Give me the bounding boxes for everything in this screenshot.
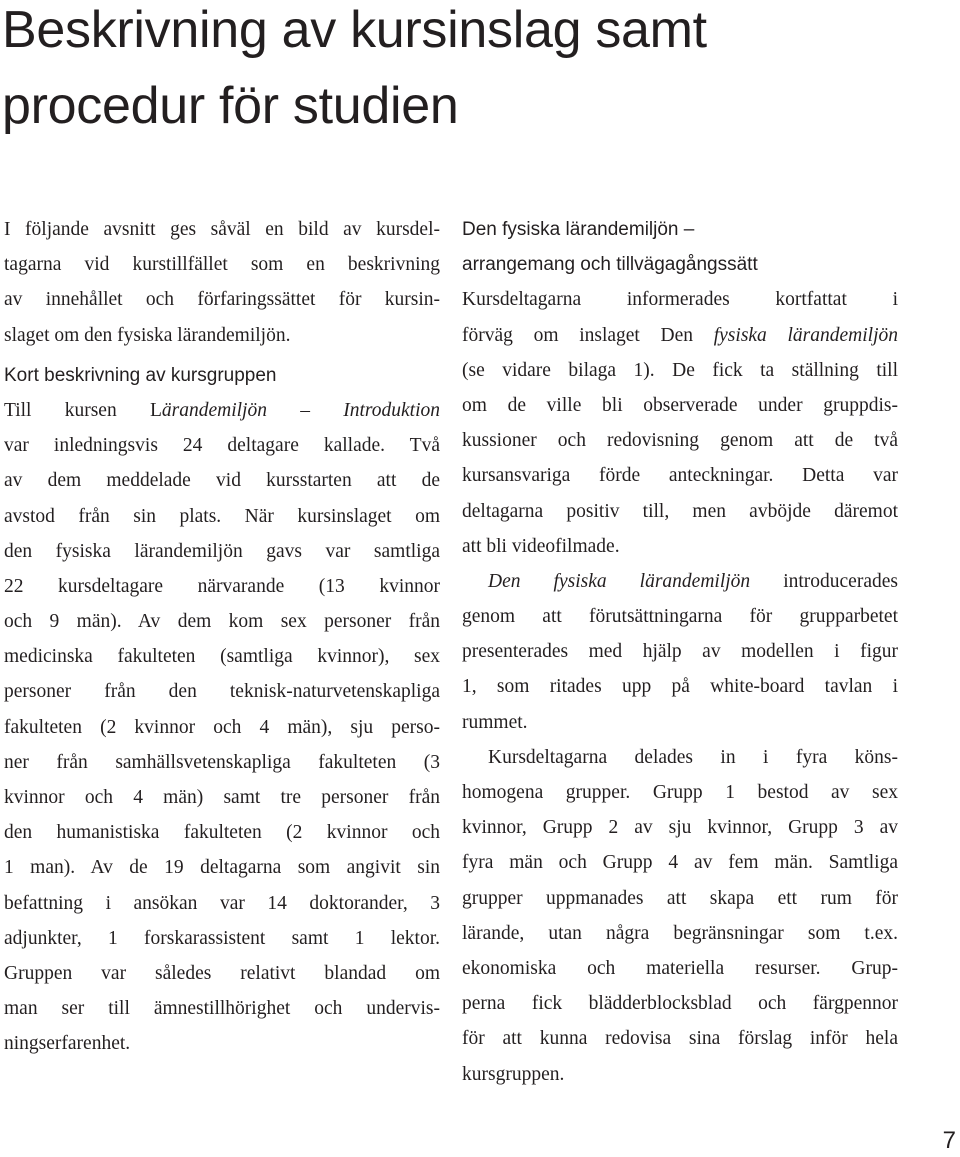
text-line: kursansvariga förde anteckningar. Detta var: [462, 465, 898, 487]
text-line: kvinnor och 4 män) samt tre personer från: [4, 787, 440, 808]
text-line: deltagarna positiv till, men avböjde däremot: [462, 500, 898, 522]
text-line: lärande, utan några begränsningar som t.ex.: [462, 922, 898, 944]
body-paragraph: [462, 282, 898, 564]
section-heading: Den fysiska lärandemiljön –: [462, 219, 695, 240]
text-line: I följande avsnitt ges såväl en bild av kursdel-: [4, 219, 440, 240]
text-line: av dem meddelade vid kursstarten att de: [4, 470, 440, 492]
text-line: ekonomiska och materiella resurser. Grup-: [462, 957, 898, 979]
text-line: ner från samhällsvetenskapliga fakulteten (3: [4, 751, 440, 773]
body-paragraph: [462, 740, 898, 1092]
text-line: medicinska fakulteten (samtliga kvinnor), sex: [4, 646, 440, 668]
left-column: [4, 212, 440, 1062]
text-line: homogena grupper. Grupp 1 bestod av sex: [462, 782, 898, 803]
text-line: man ser till ämnestillhörighet och undervis-: [4, 998, 440, 1020]
title-line: procedur för studien: [2, 77, 459, 135]
text-line: 1 man). Av de 19 deltagarna som angivit sin: [4, 857, 440, 879]
text-line: slaget om den fysiska lärandemiljön.: [4, 324, 291, 346]
intro-paragraph: [4, 212, 440, 353]
text-line: den fysiska lärandemiljön gavs var samtliga: [4, 540, 440, 562]
text-line: Kursdeltagarna delades in i fyra köns-: [488, 746, 898, 768]
text-line: 1, som ritades upp på white-board tavlan i: [462, 676, 898, 698]
text-line: kvinnor, Grupp 2 av sju kvinnor, Grupp 3 av: [462, 817, 898, 839]
text-line: befattning i ansökan var 14 doktorander, 3: [4, 892, 440, 914]
text-line: genom att förutsättningarna för grupparbetet: [462, 606, 898, 628]
text-line: rummet.: [462, 711, 528, 733]
text-line: avstod från sin plats. När kursinslaget om: [4, 505, 440, 527]
text-line: kursgruppen.: [462, 1063, 565, 1085]
text-line: förväg om inslaget Den fysiska lärandemiljön: [462, 324, 898, 346]
text-line: Kursdeltagarna informerades kortfattat i: [462, 289, 898, 311]
title-line: Beskrivning av kursinslag samt: [2, 1, 707, 59]
text-line: fyra män och Grupp 4 av fem män. Samtliga: [462, 852, 898, 874]
body-paragraph: [462, 564, 898, 740]
text-line: av innehållet och förfaringssättet för kursin-: [4, 289, 440, 311]
text-line: för att kunna redovisa sina förslag inför hela: [462, 1028, 898, 1050]
text-line: om de ville bli observerade under gruppdis-: [462, 394, 898, 416]
text-line: kussioner och redovisning genom att de två: [462, 430, 898, 452]
page-title: [2, 0, 707, 144]
text-line: den humanistiska fakulteten (2 kvinnor och: [4, 822, 440, 844]
text-line: (se vidare bilaga 1). De fick ta ställning till: [462, 359, 898, 381]
text-line: Den fysiska lärandemiljön introducerades: [488, 570, 898, 592]
text-line: fakulteten (2 kvinnor och 4 män), sju perso-: [4, 716, 440, 738]
text-line: perna fick blädderblocksblad och färgpennor: [462, 993, 898, 1015]
section-heading: arrangemang och tillvägagångssätt: [462, 254, 758, 276]
text-line: tagarna vid kurstillfället som en beskrivning: [4, 254, 440, 276]
text-line: att bli videofilmade.: [462, 535, 620, 557]
body-paragraph: [4, 393, 440, 1062]
page-number: 7: [942, 1127, 956, 1154]
right-column: [462, 212, 898, 1092]
text-line: adjunkter, 1 forskarassistent samt 1 lektor.: [4, 927, 440, 949]
text-line: presenterades med hjälp av modellen i figur: [462, 641, 898, 663]
text-line: grupper uppmanades att skapa ett rum för: [462, 887, 898, 909]
text-line: och 9 män). Av dem kom sex personer från: [4, 611, 440, 633]
text-line: Gruppen var således relativt blandad om: [4, 962, 440, 984]
text-line: 22 kursdeltagare närvarande (13 kvinnor: [4, 575, 440, 597]
text-line: var inledningsvis 24 deltagare kallade. Två: [4, 435, 440, 457]
text-line: Till kursen Lärandemiljön – Introduktion: [4, 399, 440, 421]
section-heading: Kort beskrivning av kursgruppen: [4, 364, 277, 386]
text-line: personer från den teknisk-naturvetenskapliga: [4, 681, 440, 703]
text-line: ningserfarenhet.: [4, 1033, 131, 1055]
